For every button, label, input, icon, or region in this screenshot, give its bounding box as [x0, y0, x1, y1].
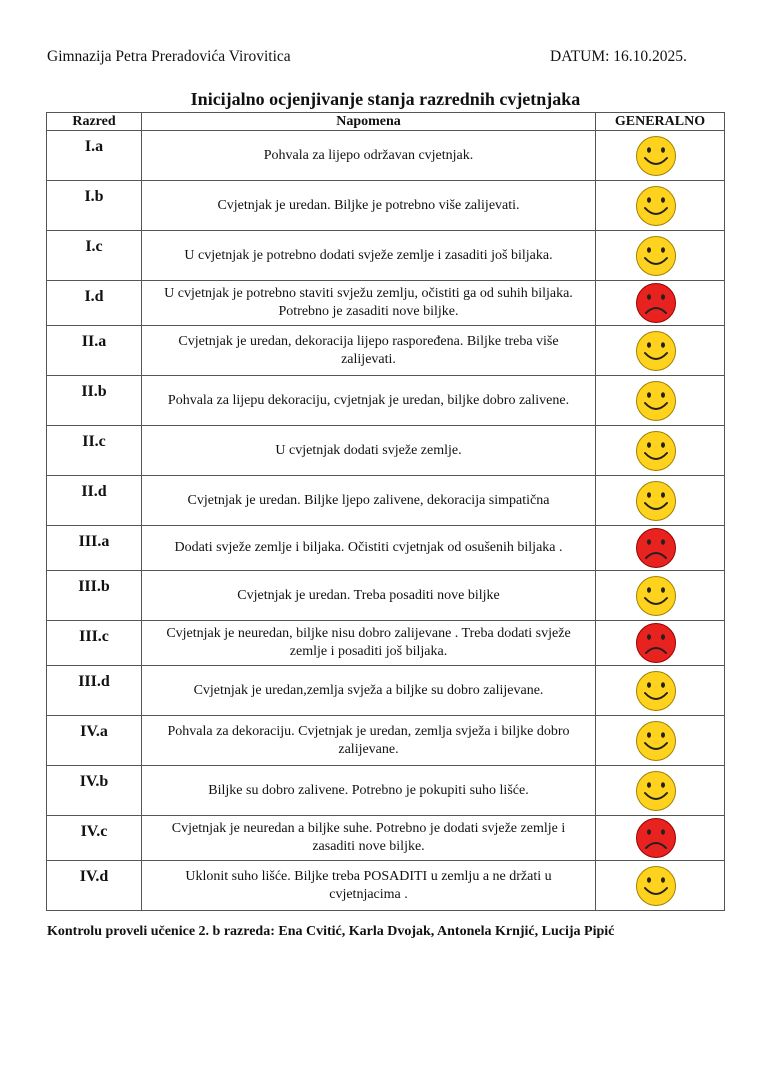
rating-cell — [596, 861, 725, 911]
table-row — [47, 476, 725, 526]
table-row — [47, 131, 725, 181]
smiley-face-icon — [634, 574, 678, 618]
class-cell: IV.c — [47, 816, 142, 861]
table-row — [47, 426, 725, 476]
rating-cell — [596, 716, 725, 766]
note-text: Cvjetnjak je uredan. Treba posaditi nove biljke — [237, 587, 500, 603]
document-date: DATUM: 16.10.2025. — [550, 48, 687, 65]
table-row — [47, 571, 725, 621]
class-cell: III.d — [47, 666, 142, 716]
note-cell — [142, 426, 596, 476]
smiley-face-icon — [634, 769, 678, 813]
class-cell: I.a — [47, 131, 142, 181]
rating-cell — [596, 281, 725, 326]
rating-cell — [596, 526, 725, 571]
rating-cell — [596, 131, 725, 181]
note-cell — [142, 476, 596, 526]
rating-cell — [596, 571, 725, 621]
note-text: Cvjetnjak je uredan,zemlja svježa a biljke su dobro zalijevane. — [193, 682, 544, 698]
class-cell: I.c — [47, 231, 142, 281]
rating-cell — [596, 666, 725, 716]
sad-face-icon — [634, 281, 678, 325]
table-row — [47, 621, 725, 666]
table-row — [47, 526, 725, 571]
smiley-face-icon — [634, 864, 678, 908]
note-cell — [142, 376, 596, 426]
sad-face-icon — [634, 526, 678, 570]
note-cell — [142, 326, 596, 376]
note-cell — [142, 181, 596, 231]
note-cell — [142, 231, 596, 281]
class-cell: IV.a — [47, 716, 142, 766]
note-text: U cvjetnjak dodati svježe zemlje. — [275, 442, 462, 458]
class-cell: I.b — [47, 181, 142, 231]
note-text: Pohvala za lijepo održavan cvjetnjak. — [263, 147, 474, 163]
note-cell — [142, 281, 596, 326]
class-cell: II.a — [47, 326, 142, 376]
class-cell: III.c — [47, 621, 142, 666]
class-cell: III.b — [47, 571, 142, 621]
class-cell: II.d — [47, 476, 142, 526]
rating-cell — [596, 181, 725, 231]
note-cell — [142, 666, 596, 716]
note-text: Dodati svježe zemlje i biljaka. Očistiti cvjetnjak od osušenih biljaka . — [174, 540, 563, 555]
note-cell — [142, 766, 596, 816]
rating-cell — [596, 376, 725, 426]
smiley-face-icon — [634, 669, 678, 713]
class-cell: IV.d — [47, 861, 142, 911]
note-cell — [142, 131, 596, 181]
table-row — [47, 716, 725, 766]
note-text: U cvjetnjak je potrebno staviti svježu zemlju, očistiti ga od suhih biljaka. Potrebno je zasaditi nove biljke. — [164, 286, 573, 319]
rating-cell — [596, 816, 725, 861]
class-cell: I.d — [47, 281, 142, 326]
column-header-rating: GENERALNO — [596, 113, 725, 131]
smiley-face-icon — [634, 134, 678, 178]
table-row — [47, 666, 725, 716]
note-cell — [142, 621, 596, 666]
smiley-face-icon — [634, 234, 678, 278]
smiley-face-icon — [634, 184, 678, 228]
note-text: Cvjetnjak je uredan, dekoracija lijepo raspoređena. Biljke treba više zalijevati. — [178, 333, 559, 367]
smiley-face-icon — [634, 479, 678, 523]
rating-cell — [596, 476, 725, 526]
note-text: Pohvala za lijepu dekoraciju, cvjetnjak je uredan, biljke dobro zalivene. — [167, 392, 570, 408]
note-cell — [142, 526, 596, 571]
column-header-note: Napomena — [142, 113, 596, 131]
class-cell: II.b — [47, 376, 142, 426]
table-row — [47, 816, 725, 861]
table-row — [47, 861, 725, 911]
note-text: Uklonit suho lišće. Biljke treba POSADITI u zemlju a ne držati u cvjetnjacima . — [185, 868, 552, 902]
class-cell: III.a — [47, 526, 142, 571]
table-row — [47, 181, 725, 231]
rating-cell — [596, 621, 725, 666]
note-text: Cvjetnjak je uredan. Biljke je potrebno više zalijevati. — [217, 197, 520, 213]
rating-cell — [596, 426, 725, 476]
class-cell: IV.b — [47, 766, 142, 816]
sad-face-icon — [634, 621, 678, 665]
note-text: Cvjetnjak je neuredan a biljke suhe. Potrebno je dodati svježe zemlje i zasaditi nove biljke. — [171, 821, 566, 854]
note-cell — [142, 716, 596, 766]
note-text: Cvjetnjak je uredan. Biljke ljepo zalivene, dekoracija simpatična — [187, 492, 550, 508]
column-header-class: Razred — [47, 113, 142, 131]
smiley-face-icon — [634, 379, 678, 423]
class-cell: II.c — [47, 426, 142, 476]
table-row — [47, 231, 725, 281]
smiley-face-icon — [634, 719, 678, 763]
evaluation-table — [46, 112, 725, 911]
school-name: Gimnazija Petra Preradovića Virovitica — [47, 48, 291, 65]
note-cell — [142, 861, 596, 911]
page-title: Inicijalno ocjenjivanje stanja razrednih cvjetnjaka — [190, 89, 581, 109]
smiley-face-icon — [634, 329, 678, 373]
note-text: Cvjetnjak je neuredan, biljke nisu dobro zalijevane . Treba dodati svježe zemlje i posaditi još biljaka. — [166, 626, 571, 659]
note-text: Biljke su dobro zalivene. Potrebno je pokupiti suho lišće. — [208, 782, 529, 798]
note-cell — [142, 571, 596, 621]
table-header-row — [47, 113, 725, 131]
smiley-face-icon — [634, 429, 678, 473]
rating-cell — [596, 326, 725, 376]
rating-cell — [596, 231, 725, 281]
table-row — [47, 766, 725, 816]
note-cell — [142, 816, 596, 861]
sad-face-icon — [634, 816, 678, 860]
note-text: U cvjetnjak je potrebno dodati svježe zemlje i zasaditi još biljaka. — [184, 247, 553, 263]
table-row — [47, 326, 725, 376]
table-row — [47, 281, 725, 326]
note-text: Pohvala za dekoraciju. Cvjetnjak je uredan, zemlja svježa i biljke dobro zalijevane. — [167, 723, 570, 757]
table-row — [47, 376, 725, 426]
rating-cell — [596, 766, 725, 816]
inspection-footer: Kontrolu proveli učenice 2. b razreda: Ena Cvitić, Karla Dvojak, Antonela Krnjić, Lucija Pipić — [47, 924, 615, 939]
